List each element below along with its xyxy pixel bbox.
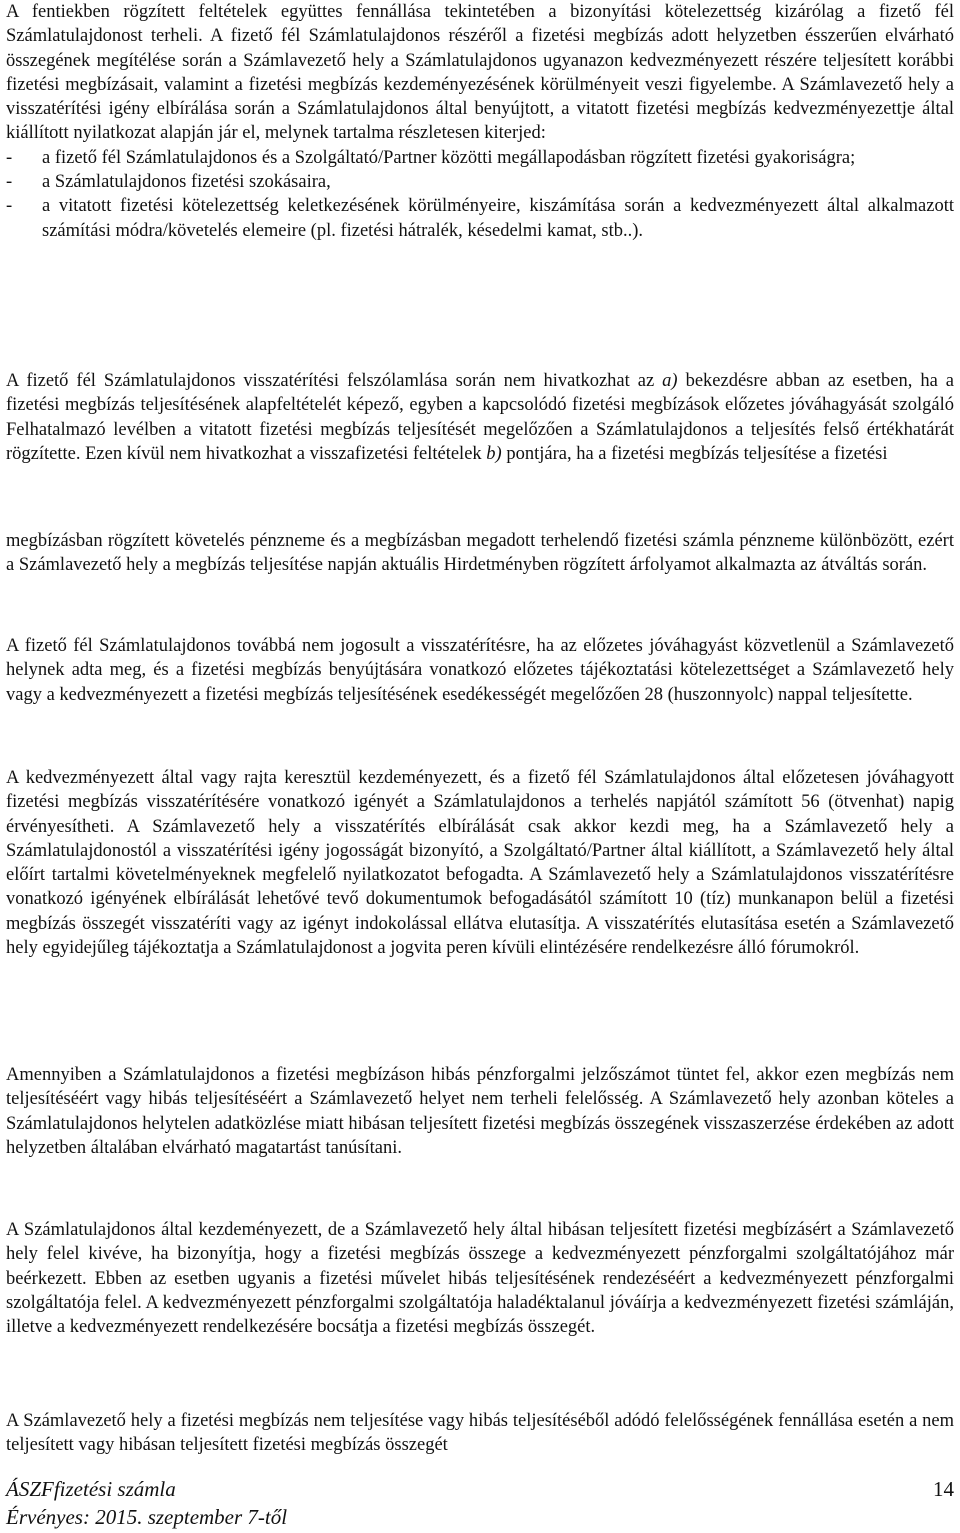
liability-paragraph: A Számlavezető hely a fizetési megbízás nem teljesítése vagy hibás teljesítéséből adódó felelősségének fennállása esetén a nem teljesített vagy hibásan teljesített fizetési megbízás összegét [6,1411,954,1456]
approval-block [6,634,954,707]
list-item: - a Számlatulajdonos fizetési szokásaira, [6,170,954,194]
approval-paragraph: A fizető fél Számlatulajdonos továbbá nem jogosult a visszatérítésre, ha az előzetes jóváhagyást közvetlenül a Számlavezető helynek adta meg, és a fizetési megbízás benyújtására vonatkozó előzetes tájékoztatási kötelezettséget a Számlavezető hely vagy a kedvezményezett a fizetési megbízás teljesítésének esedékességét megelőzően 28 (huszonnyolc) nappal teljesítette. [6,636,954,705]
list-item: - a vitatott fizetési kötelezettség keletkezésének körülményeire, kiszámítása során a kedvezményezett által alkalmazott számítási módra/követelés elemeire (pl. fizetési hátralék, késedelmi kamat, stb..). [6,196,954,241]
reference-b: b) [486,443,502,464]
footer-title: ÁSZFfizetési számla [6,1477,176,1501]
objection-block [6,369,954,466]
account-number-paragraph: Amennyiben a Számlatulajdonos a fizetési megbízáson hibás pénzforgalmi jelzőszámot tüntet fel, akkor ezen megbízás nem teljesítéséért vagy hibás teljesítéséért a Számlavezető helyet nem terheli felelősség. A Számlavezető hely azonban köteles a Számlatulajdonos helytelen adatközlése miatt hibásan teljesített fizetési megbízás összegének visszaszerzése érdekében az adott helyzetben általában elvárható magatartást tanúsítani. [6,1065,954,1158]
list-dash: - [6,172,13,193]
conditions-paragraph: A fentiekben rögzített feltételek együttes fennállása tekintetében a bizonyítási kötelezettség kizárólag a fizető fél Számlatulajdonost terheli. A fizető fél Számlatulajdonos részéről a fizetési megbízás adott helyzetben ésszerűen elvárható összegének megítélése során a Számlavezető hely a Számlatulajdonos ugyanazon kedvezményezett részére teljesített korábbi fizetési megbízásait, valamint a fizetési megbízás kezdeményezésének körülményeit veszi figyelembe. A Számlavezető hely a visszatérítési igény elbírálása során a Számlatulajdonos által benyújtott, a vitatott fizetési megbízás kedvezményezettje által kiállított nyilatkozat alapján jár el, melynek tartalma részletesen kiterjed: [6,2,954,144]
conditions-block [6,0,954,243]
refund-block [6,766,954,960]
refund-paragraph: A kedvezményezett által vagy rajta keresztül kezdeményezett, és a fizető fél Számlatulajdonos által előzetesen jóváhagyott fizetési megbízás visszatérítésére vonatkozó igényét a Számlatulajdonos a terhelés napjától számított 56 (ötvenhat) napig érvényesítheti. A Számlavezető hely a visszatérítés elbírálását csak akkor kezdi meg, ha a Számlavezető hely a Számlatulajdonostól a visszatérítési igény jogosságát bizonyító, a Szolgáltató/Partner által kiállított, a Számlavezető hely által előírt tartalmi követelményeknek megfelelő nyilatkozatot befogadta. A Számlavezető hely a Számlatulajdonos visszatérítésre vonatkozó igényének elbírálását lehetővé tevő dokumentumok befogadásától számított 10 (tíz) munkanapon belül a fizetési megbízás összegét visszatéríti vagy az igényt indokolással ellátva elutasítja. A visszatérítés elutasítása esetén a Számlavezető hely egyidejűleg tájékoztatja a Számlatulajdonost a jogvita peren kívüli elintézésére rendelkezésre álló fórumokról. [6,768,954,959]
exchange-block [6,529,954,578]
objection-paragraph: A fizető fél Számlatulajdonos visszatérítési felszólamlása során nem hivatkozhat az a) bekezdésre abban az esetben, ha a fizetési megbízás teljesítésének alapfeltételét képező, egyben a kapcsolódó fizetési megbízások előzetes jóváhagyását szolgáló Felhatalmazó levélben a vitatott fizetési megbízás teljesítését megelőzően a Számlatulajdonos a teljesítés felső értékhatárát rögzítette. Ezen kívül nem hivatkozhat a visszafizetési feltételek b) pontjára, ha a fizetési megbízás teljesítése a fizetési [6,371,955,464]
faulty-execution-block [6,1218,954,1339]
reference-a: a) [662,371,678,391]
list-item: - a fizető fél Számlatulajdonos és a Szolgáltató/Partner közötti megállapodásban rögzített fizetési gyakoriságra; [6,146,954,170]
liability-block [6,1409,954,1458]
exchange-paragraph: megbízásban rögzített követelés pénzneme és a megbízásban megadott terhelendő fizetési számla pénzneme különbözött, ezért a Számlavezető hely a megbízás teljesítése napján aktuális Hirdetményben rögzített árfolyamot alkalmazta az átváltás során. [6,531,954,576]
footer-validity: Érvényes: 2015. szeptember 7-től [6,1505,288,1529]
faulty-execution-paragraph: A Számlatulajdonos által kezdeményezett, de a Számlavezető hely által hibásan teljesített fizetési megbízásért a Számlavezető hely felel kivéve, ha bizonyítja, hogy a fizetési megbízás összege a kedvezményezett pénzforgalmi szolgáltatójához már beérkezett. Ebben az esetben ugyanis a fizetési művelet hibás teljesítésének rendezéséért a kedvezményezett pénzforgalmi szolgáltatója felel. A kedvezményezett pénzforgalmi szolgáltatója haladéktalanul jóváírja a kedvezményezett fizetési számláján, illetve a kedvezményezett rendelkezésére bocsátja a fizetési megbízás összegét. [6,1220,954,1338]
list-dash: - [6,147,13,168]
list-dash: - [6,196,13,217]
page-number: 14 [933,1477,954,1501]
account-number-block [6,1063,954,1160]
